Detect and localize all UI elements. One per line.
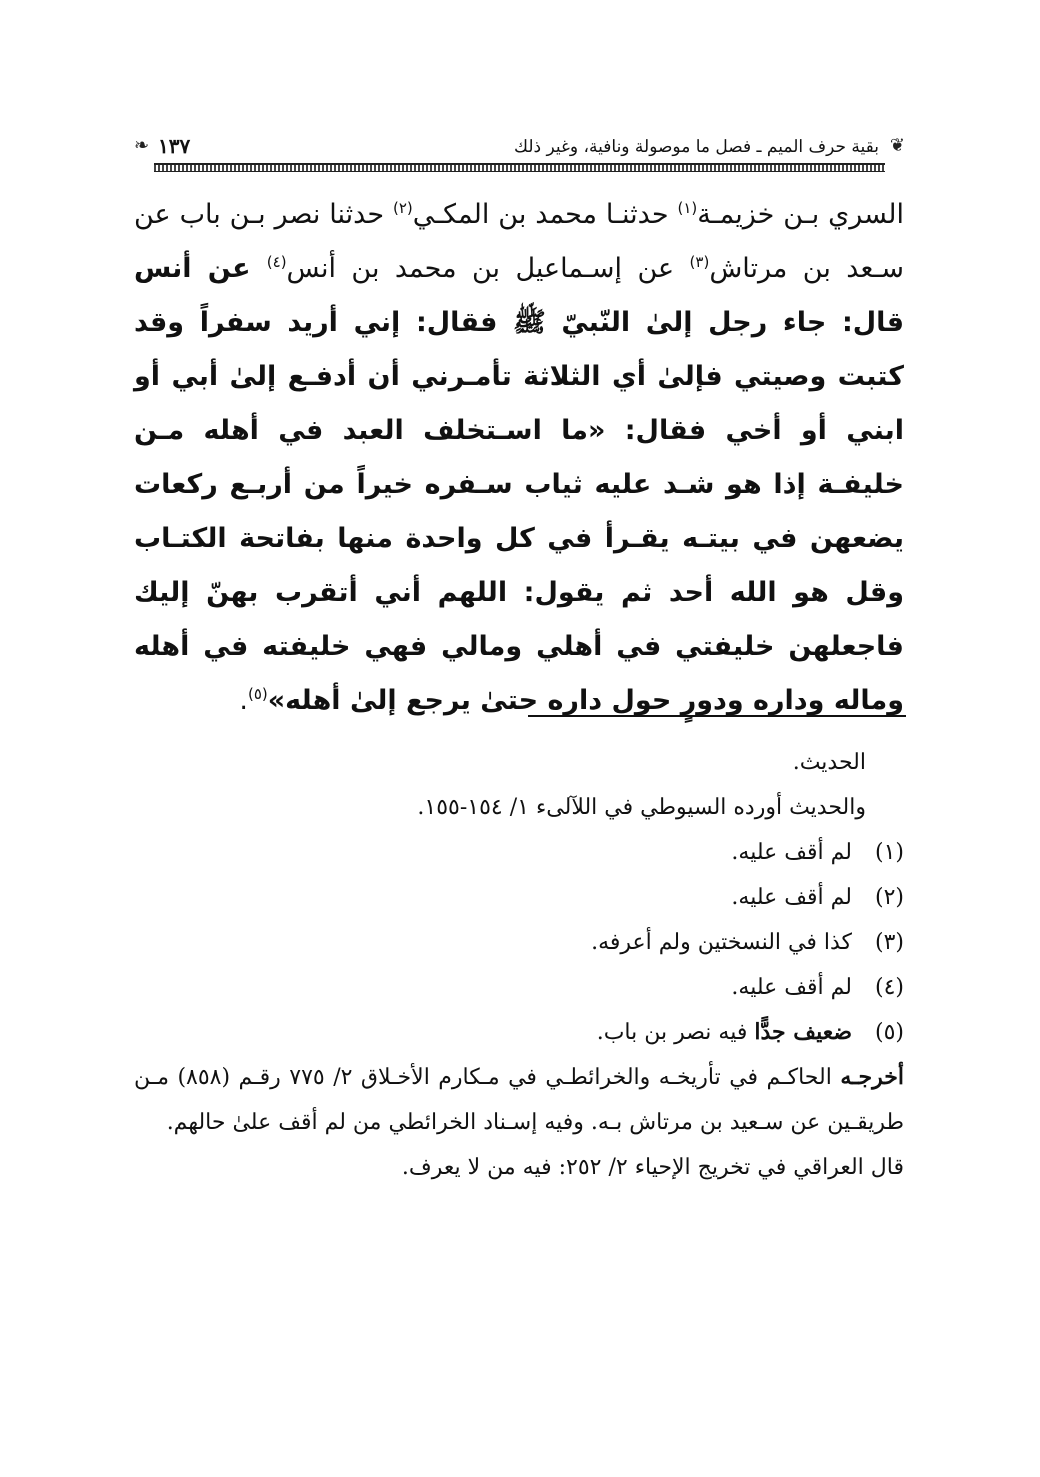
footnote-takhrij bbox=[134, 1055, 904, 1145]
footnote-ref-5: (٥) bbox=[247, 685, 268, 703]
footnote-text bbox=[134, 1010, 852, 1055]
footnote-continuation-1: الحديث. bbox=[792, 750, 866, 775]
takhrij-keyword: أخرجـه bbox=[840, 1064, 905, 1090]
narration-chain-3: حدثنا نصر بـن باب عن سـعد بن مرتاش bbox=[134, 199, 904, 284]
footnote-ref-1: (١) bbox=[677, 199, 698, 217]
narration-chain-2: حدثنـا محمد بن المكـي bbox=[412, 199, 678, 230]
header-ornament-right-icon: ❦ bbox=[889, 135, 905, 156]
main-text bbox=[134, 188, 904, 728]
running-header bbox=[132, 132, 907, 172]
footnote-continuation-2: والحديث أورده السيوطي في اللآلىء ١/ ١٥٤-١٥٥. bbox=[417, 795, 866, 820]
footnote-number: (٣) bbox=[874, 930, 904, 955]
footnote-number: (١) bbox=[874, 840, 904, 865]
footnote-ref-2: (٢) bbox=[392, 199, 413, 217]
footnote-4 bbox=[134, 965, 904, 1010]
narration-chain-4: عن إسـماعيل بن محمد بن أنس bbox=[286, 253, 690, 284]
footnote-separator bbox=[528, 715, 906, 717]
footnote-ref-4: (٤) bbox=[266, 253, 287, 271]
hadith-end: . bbox=[239, 685, 248, 716]
footnote-grading: ضعيف جدًّا bbox=[754, 1019, 852, 1045]
footnotes bbox=[134, 740, 904, 1190]
footnote-3 bbox=[134, 920, 904, 965]
footnote-5 bbox=[134, 1010, 904, 1055]
footnote-2 bbox=[134, 875, 904, 920]
footnote-number: (٤) bbox=[874, 975, 904, 1000]
footnote-number: (٢) bbox=[874, 885, 904, 910]
page-number: ١٣٧ bbox=[158, 134, 191, 158]
footnote-ref-3: (٣) bbox=[689, 253, 710, 271]
footnote-text: كذا في النسختين ولم أعرفه. bbox=[591, 930, 852, 955]
running-title: بقية حرف الميم ـ فصل ما موصولة ونافية، وغير ذلك bbox=[514, 137, 879, 157]
footnote-text: لم أقف عليه. bbox=[731, 975, 852, 1000]
footnote-text: لم أقف عليه. bbox=[731, 885, 852, 910]
footnote-1 bbox=[134, 830, 904, 875]
footnote-number: (٥) bbox=[874, 1020, 904, 1045]
header-ornament-left-icon: ❧ bbox=[134, 135, 150, 156]
takhrij-text: الحاكـم في تأريخـه والخرائطـي في مـكارم الأخـلاق ٢/ ٧٧٥ رقـم (٨٥٨) مـن طريقـين عن سـعيد بن مرتاش بـه. وفيه إسـناد الخرائطي من لم أقف علىٰ حالهم. bbox=[134, 1065, 904, 1135]
footnote-iraqi-note: قال العراقي في تخريج الإحياء ٢/ ٢٥٢: فيه من لا يعرف. bbox=[401, 1155, 904, 1180]
hadith-text: عن أنس قال: جاء رجل إلىٰ النّبيّ ﷺ فقال: إني أريد سفراً وقد كتبت وصيتي فإلىٰ أي الثلاثة تأمـرني أن أدفـع إلىٰ أبي أو ابني أو أخي فقال: «ما اسـتخلف العبد في أهله مـن خليفـة إذا هو شـد عليه ثياب سـفره خيراً من أربـع ركعات يضعهن في بيتـه يقـرأ في كل واحدة منها بفاتحة الكتـاب وقل هو الله أحد ثم يقول: اللهم أني أتقرب بهنّ إليك فاجعلهن خليفتي في أهلي ومالي فهي خليفته في أهله وماله وداره ودورٍ حول داره حتىٰ يرجع إلىٰ أهله» bbox=[134, 253, 904, 716]
narration-chain-1: السري بـن خزيمـة bbox=[697, 199, 904, 230]
footnote-remark: فيه نصر بن باب. bbox=[596, 1020, 755, 1045]
header-rule bbox=[154, 163, 885, 172]
footnote-text: لم أقف عليه. bbox=[731, 840, 852, 865]
